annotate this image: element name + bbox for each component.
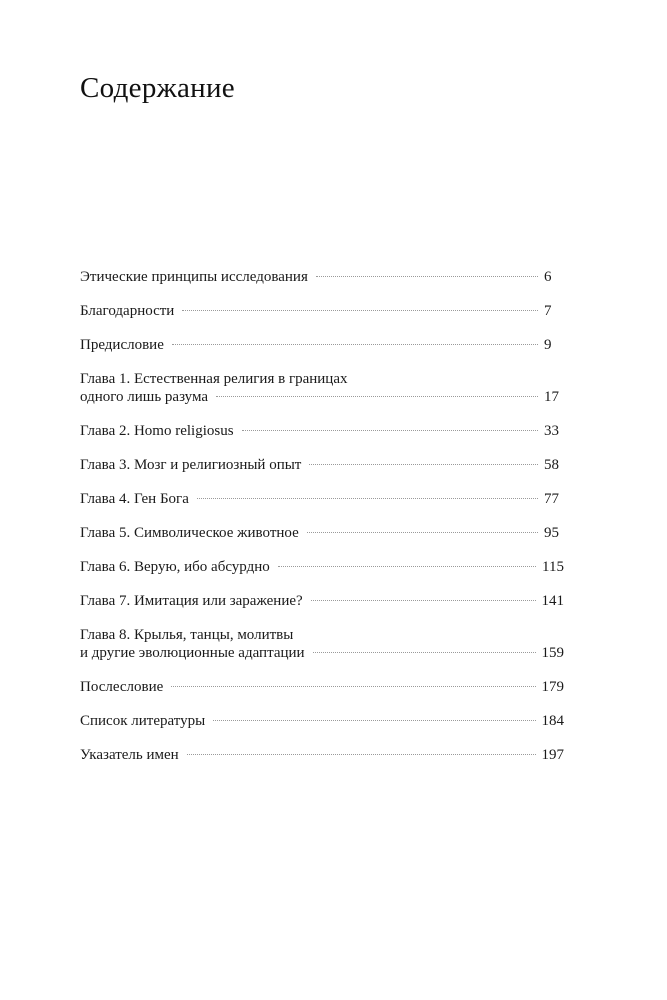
toc-entry-page-number: 141 [541, 593, 564, 609]
toc-entry-line [80, 336, 564, 354]
toc-entry-page-number: 33 [544, 423, 559, 439]
toc-entry-line [80, 558, 564, 576]
dot-leader [242, 430, 538, 431]
dot-leader [213, 720, 535, 721]
dot-leader [182, 310, 538, 311]
toc-entry-page-number: 115 [542, 559, 564, 575]
toc-entry-title: Глава 7. Имитация или заражение? [80, 593, 303, 609]
toc-entry-title: Послесловие [80, 679, 164, 695]
toc-entry-page-number: 58 [544, 457, 559, 473]
dot-leader [187, 754, 536, 755]
toc-entry [80, 626, 564, 662]
toc-entry-title: Глава 2. Homo religiosus [80, 423, 234, 439]
dot-leader [313, 652, 536, 653]
toc-entry-page-number: 179 [541, 679, 564, 695]
toc-entry [80, 524, 564, 542]
toc-entry-title: одного лишь разума [80, 389, 209, 405]
toc-entry-page-number: 17 [544, 389, 559, 405]
toc-entry-line [80, 592, 564, 610]
toc-entry-page-number: 95 [544, 525, 559, 541]
toc-entry [80, 370, 564, 406]
toc-entry-line [80, 268, 564, 286]
toc-entry [80, 746, 564, 764]
toc-entry-title: Глава 6. Верую, ибо абсурдно [80, 559, 270, 575]
toc-entry-line [80, 524, 564, 542]
toc-entry-title: Список литературы [80, 713, 206, 729]
toc-entry-page-number: 184 [541, 713, 564, 729]
toc-entry [80, 678, 564, 696]
toc-entry-title: Глава 5. Символическое животное [80, 525, 299, 541]
toc-entry-line [80, 712, 564, 730]
toc-entry-line [80, 678, 564, 696]
toc-entry-page-number: 7 [544, 303, 552, 319]
dot-leader [216, 396, 538, 397]
dot-leader [278, 566, 536, 567]
dot-leader [311, 600, 536, 601]
toc-entry-page-number: 159 [541, 645, 564, 661]
toc-entry [80, 336, 564, 354]
toc-entry-title: и другие эволюционные адаптации [80, 645, 305, 661]
toc-entry-page-number: 6 [544, 269, 552, 285]
toc-entry [80, 422, 564, 440]
toc-entry-line [80, 422, 564, 440]
toc-entry-title: Этические принципы исследования [80, 269, 308, 285]
toc-entry [80, 456, 564, 474]
table-of-contents [80, 268, 564, 780]
toc-entry-page-number: 9 [544, 337, 552, 353]
toc-entry-title: Благодарности [80, 303, 175, 319]
toc-entry-page-number: 77 [544, 491, 559, 507]
dot-leader [197, 498, 538, 499]
dot-leader [172, 344, 538, 345]
toc-entry [80, 268, 564, 286]
page-title: Содержание [80, 72, 235, 104]
dot-leader [171, 686, 535, 687]
toc-entry-line [80, 644, 564, 662]
toc-entry-line [80, 746, 564, 764]
toc-entry [80, 490, 564, 508]
toc-entry-line [80, 388, 564, 406]
toc-entry-page-number: 197 [541, 747, 564, 763]
dot-leader [307, 532, 538, 533]
toc-entry-line [80, 490, 564, 508]
toc-entry-title-line: Глава 1. Естественная религия в границах [80, 371, 348, 387]
toc-entry [80, 592, 564, 610]
toc-entry [80, 558, 564, 576]
toc-entry-title: Предисловие [80, 337, 164, 353]
toc-entry-title: Глава 4. Ген Бога [80, 491, 189, 507]
toc-entry [80, 302, 564, 320]
dot-leader [316, 276, 538, 277]
toc-entry-line [80, 456, 564, 474]
toc-entry [80, 712, 564, 730]
toc-entry-title: Глава 3. Мозг и религиозный опыт [80, 457, 302, 473]
toc-entry-title-line: Глава 8. Крылья, танцы, молитвы [80, 627, 294, 643]
dot-leader [309, 464, 538, 465]
toc-entry-line [80, 302, 564, 320]
toc-entry-title: Указатель имен [80, 747, 179, 763]
